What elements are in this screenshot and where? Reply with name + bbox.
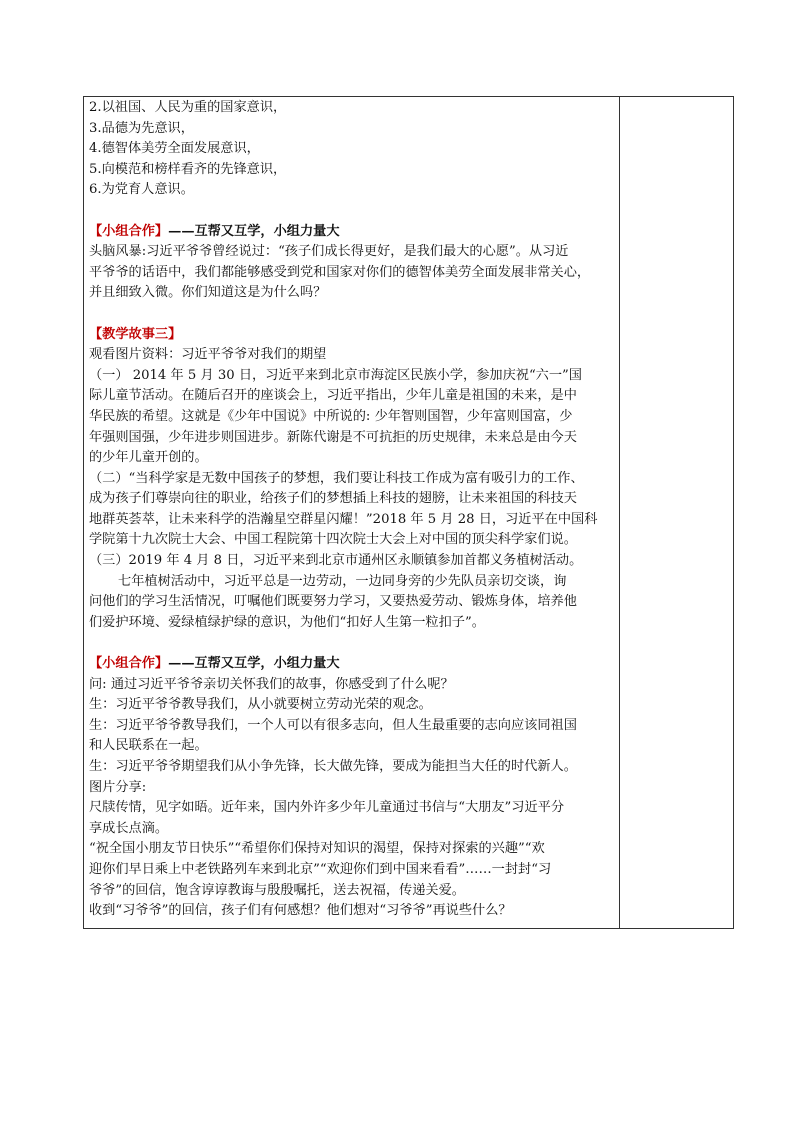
paragraph-line: （三）2019 年 4 月 8 日，习近平来到北京市通州区永顺镇参加首都义务植树活动。 bbox=[89, 553, 583, 569]
paragraph-line: “祝全国小朋友节日快乐”“希望你们保持对知识的渴望，保持对探索的兴趣”“欢 bbox=[89, 841, 545, 857]
paragraph-line: 们爱护环境、爱绿植绿护绿的意识，为他们“扣好人生第一粒扣子”。 bbox=[89, 614, 485, 630]
paragraph-line: 生：习近平爷爷期望我们从小争先锋，长大做先锋，要成为能担当大任的时代新人。 bbox=[89, 759, 577, 774]
heading-title: ——互帮又互学，小组力量大 bbox=[168, 656, 340, 672]
section-heading bbox=[89, 325, 615, 346]
section-heading bbox=[89, 222, 615, 243]
paragraph-line: 年强则国强，少年进步则国进步。新陈代谢是不可抗拒的历史规律，未来总是由今天 bbox=[89, 429, 577, 445]
paragraph-line: 平爷爷的话语中，我们都能够感受到党和国家对你们的德智体美劳全面发展非常关心， bbox=[89, 264, 591, 280]
paragraph-line: 七年植树活动中，习近平总是一边劳动，一边同身旁的少先队员亲切交谈，询 bbox=[118, 573, 567, 589]
paragraph-line: 收到“习爷爷”的回信，孩子们有何感想？他们想对“习爷爷”再说些什么？ bbox=[89, 903, 512, 919]
notes-cell bbox=[620, 97, 733, 928]
paragraph-line: 迎你们早日乘上中老铁路列车来到北京”“欢迎你们到中国来看看”……一封封“习 bbox=[89, 861, 552, 877]
paragraph-line: 华民族的希望。这就是《少年中国说》中所说的: 少年智则国智，少年富则国富，少 bbox=[89, 408, 573, 424]
paragraph-line: 尺牍传情，见字如晤。近年来，国内外许多少年儿童通过书信与“大朋友”习近平分 bbox=[89, 800, 565, 816]
paragraph-line: 头脑风暴:习近平爷爷曾经说过：“孩子们成长得更好，是我们最大的心愿”。从习近 bbox=[89, 244, 569, 260]
section-heading bbox=[89, 654, 615, 675]
paragraph-line: 问: 通过习近平爷爷亲切关怀我们的故事，你感受到了什么呢？ bbox=[89, 676, 454, 692]
paragraph-line: 地群英荟萃，让未来科学的浩瀚星空群星闪耀！”2018 年 5 月 28 日，习近平在中国科 bbox=[89, 511, 598, 527]
content-cell bbox=[84, 97, 620, 928]
paragraph-line: 成为孩子们尊崇向往的职业，给孩子们的梦想插上科技的翅膀，让未来祖国的科技天 bbox=[89, 491, 577, 507]
paragraph-line: 际儿童节活动。在随后召开的座谈会上，习近平指出，少年儿童是祖国的未来，是中 bbox=[89, 388, 577, 404]
paragraph-line: 的少年儿童开创的。 bbox=[89, 450, 208, 466]
heading-tag: 【教学故事三】 bbox=[89, 326, 182, 342]
list-item: 4.德智体美劳全面发展意识， bbox=[89, 141, 260, 157]
heading-tag: 【小组合作】 bbox=[89, 223, 169, 239]
list-item: 5.向模范和榜样看齐的先锋意识， bbox=[89, 161, 287, 177]
paragraph-line: 问他们的学习生活情况，叮嘱他们既要努力学习，又要热爱劳动、锻炼身体，培养他 bbox=[89, 594, 577, 610]
story-section-3 bbox=[89, 325, 615, 634]
paragraph-line: 学院第十九次院士大会、中国工程院第十四次院士大会上对中国的顶尖科学家们说。 bbox=[89, 532, 577, 548]
intro-line: 观看图片资料：习近平爷爷对我们的期望 bbox=[89, 347, 327, 363]
heading-title: ——互帮又互学，小组力量大 bbox=[168, 223, 340, 239]
paragraph-line: 享成长点滴。 bbox=[89, 820, 169, 836]
paragraph-line: 并且细致入微。你们知道这是为什么吗？ bbox=[89, 285, 327, 301]
group-work-section-2 bbox=[89, 654, 615, 922]
group-work-section-1 bbox=[89, 222, 615, 304]
lesson-table bbox=[83, 96, 734, 929]
list-item: 3.品德为先意识， bbox=[89, 120, 194, 136]
list-item: 2.以祖国、人民为重的国家意识， bbox=[89, 100, 287, 115]
heading-tag: 【小组合作】 bbox=[89, 656, 169, 672]
awareness-list bbox=[89, 98, 615, 201]
paragraph-line: 图片分享: bbox=[89, 779, 147, 795]
paragraph-line: 生：习近平爷爷教导我们，从小就要树立劳动光荣的观念。 bbox=[89, 697, 432, 713]
list-item: 6.为党育人意识。 bbox=[89, 182, 194, 198]
paragraph-line: 和人民联系在一起。 bbox=[89, 738, 208, 754]
paragraph-line: 生：习近平爷爷教导我们，一个人可以有很多志向，但人生最重要的志向应该同祖国 bbox=[89, 717, 577, 733]
paragraph-line: （一） 2014 年 5 月 30 日，习近平来到北京市海淀区民族小学，参加庆祝“六一”国 bbox=[89, 367, 582, 383]
paragraph-line: 爷爷”的回信，饱含谆谆教诲与殷殷嘱托，送去祝福，传递关爱。 bbox=[89, 882, 465, 898]
paragraph-line: （二）“当科学家是无数中国孩子的梦想，我们要让科技工作成为富有吸引力的工作、 bbox=[89, 470, 584, 486]
